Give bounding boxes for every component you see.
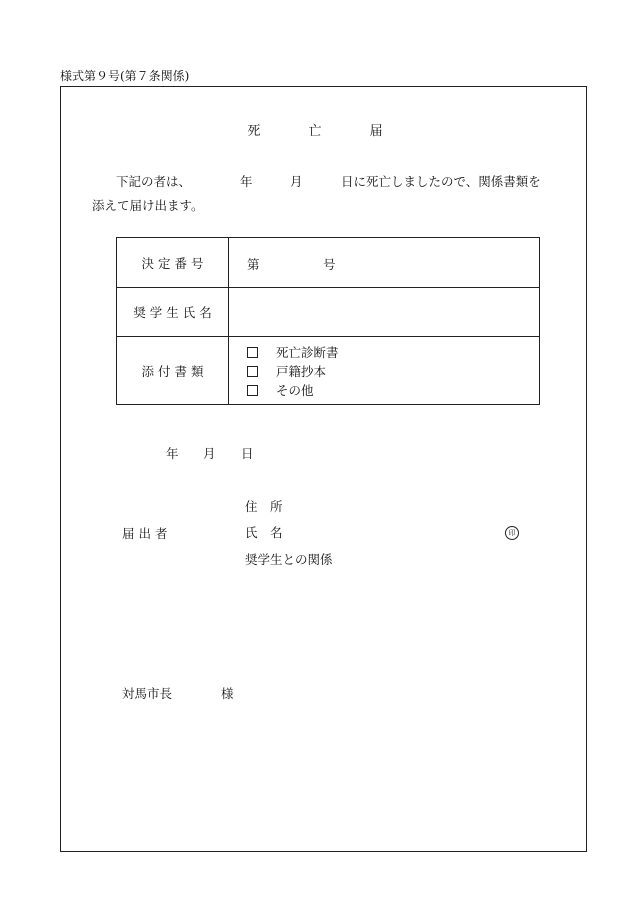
student-name-label: 奨 学 生 氏 名 <box>117 288 229 336</box>
statement-month: 月 <box>290 174 303 189</box>
table-row-student <box>117 288 539 337</box>
decision-number-label: 決 定 番 号 <box>117 238 229 287</box>
checkbox-icon <box>247 347 258 358</box>
decision-dai: 第 <box>247 257 260 272</box>
date-year: 年 <box>166 446 179 461</box>
form-title <box>0 120 630 139</box>
details-table <box>116 237 540 405</box>
student-name-field <box>229 288 539 336</box>
table-row-attachments <box>117 337 539 404</box>
checkbox-icon <box>247 385 258 396</box>
statement-year: 年 <box>240 174 253 189</box>
title-char: 届 <box>369 124 383 139</box>
title-char: 死 <box>247 124 261 139</box>
attachment-item: 戸籍抄本 <box>247 362 326 380</box>
notifier-relation-label: 奨学生との関係 <box>245 552 333 567</box>
statement-line2: 添えて届け出ます。 <box>92 198 204 213</box>
attachments-label: 添 付 書 類 <box>117 337 229 404</box>
addressee-title: 対馬市長 <box>122 686 173 701</box>
notifier-address-label: 住 所 <box>245 499 283 514</box>
attachment-item: その他 <box>247 381 314 399</box>
seal-mark: 印 <box>505 523 519 540</box>
table-row-decision <box>117 238 539 288</box>
title-char: 亡 <box>308 124 322 139</box>
date-day: 日 <box>241 446 254 461</box>
statement-suffix: 日に死亡しましたので、関係書類を <box>341 174 541 189</box>
date-month: 月 <box>203 446 216 461</box>
attachment-item: 死亡診断書 <box>247 343 339 361</box>
checkbox-icon <box>247 366 258 377</box>
addressee-honorific: 様 <box>221 686 234 701</box>
notifier-name-label: 氏 名 <box>245 525 283 540</box>
statement-prefix: 下記の者は、 <box>116 174 192 189</box>
form-number-label: 様式第９号(第７条関係) <box>60 69 190 83</box>
notifier-label: 届 出 者 <box>122 526 168 541</box>
decision-go: 号 <box>323 257 336 272</box>
